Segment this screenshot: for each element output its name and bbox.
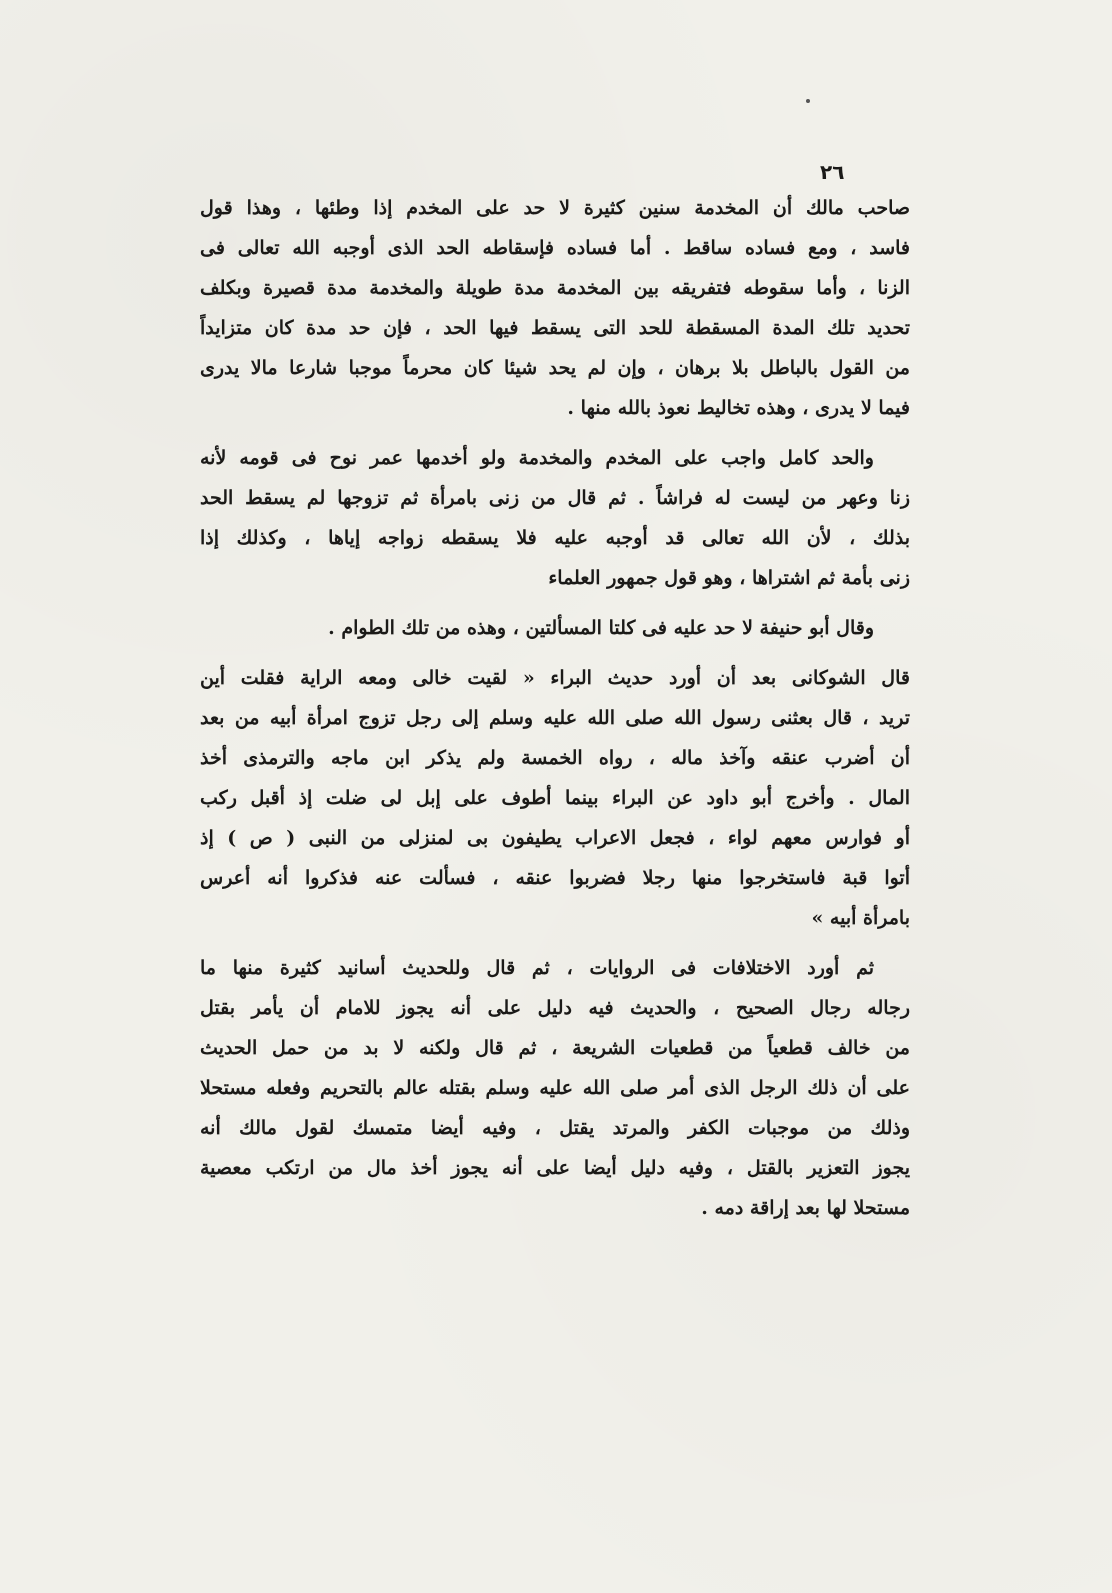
text-line: من القول بالباطل بلا برهان ، وإن لم يحد شيئا كان محرماً موجبا شارعا مالا يدرى xyxy=(200,357,910,379)
text-line: المال . وأخرج أبو داود عن البراء بينما أطوف على إبل لى ضلت إذ أقبل ركب xyxy=(200,787,910,809)
text-line: وذلك من موجبات الكفر والمرتد يقتل ، وفيه أيضا متمسك لقول مالك أنه xyxy=(200,1117,910,1139)
text-line: وقال أبو حنيفة لا حد عليه فى كلتا المسألتين ، وهذه من تلك الطوام . xyxy=(328,617,874,639)
text-line: أو فوارس معهم لواء ، فجعل الاعراب يطيفون بى لمنزلى من النبى ( ص ) إذ xyxy=(200,827,910,849)
text-line: صاحب مالك أن المخدمة سنين كثيرة لا حد على المخدم إذا وطئها ، وهذا قول xyxy=(200,197,910,219)
text-line: من خالف قطعياً من قطعيات الشريعة ، ثم قال ولكنه لا بد من حمل الحديث xyxy=(200,1037,910,1059)
text-line: تحديد تلك المدة المسقطة للحد التى يسقط فيها الحد ، فإن حد مدة كان متزايداً xyxy=(200,317,910,339)
text-line: زنى بأمة ثم اشتراها ، وهو قول جمهور العلماء xyxy=(548,567,910,589)
ink-dot xyxy=(806,99,810,103)
text-line: فيما لا يدرى ، وهذه تخاليط نعوذ بالله منها . xyxy=(567,397,910,419)
page-number: ٢٦ xyxy=(820,160,845,184)
paragraph-1 xyxy=(200,188,910,428)
text-line: بامرأة أبيه » xyxy=(811,907,910,929)
body-text xyxy=(200,188,910,1238)
text-line: مستحلا لها بعد إراقة دمه . xyxy=(701,1197,910,1219)
paragraph-2 xyxy=(200,438,910,598)
text-line: الزنا ، وأما سقوطه فتفريقه بين المخدمة مدة طويلة والمخدمة مدة قصيرة وبكلف xyxy=(200,277,910,299)
paragraph-5 xyxy=(200,948,910,1228)
text-line: والحد كامل واجب على المخدم والمخدمة ولو أخدمها عمر نوح فى قومه لأنه xyxy=(200,447,874,469)
text-line: أن أضرب عنقه وآخذ ماله ، رواه الخمسة ولم يذكر ابن ماجه والترمذى أخذ xyxy=(200,747,910,769)
text-line: ثم أورد الاختلافات فى الروايات ، ثم قال وللحديث أسانيد كثيرة منها ما xyxy=(200,957,874,979)
text-line: أتوا قبة فاستخرجوا منها رجلا فضربوا عنقه ، فسألت عنه فذكروا أنه أعرس xyxy=(200,867,910,889)
paragraph-4 xyxy=(200,658,910,938)
text-line: بذلك ، لأن الله تعالى قد أوجبه عليه فلا يسقطه زواجه إياها ، وكذلك إذا xyxy=(200,527,910,549)
text-line: تريد ، قال بعثنى رسول الله صلى الله عليه وسلم إلى رجل تزوج امرأة أبيه من بعد xyxy=(200,707,910,729)
text-line: قال الشوكانى بعد أن أورد حديث البراء « لقيت خالى ومعه الراية فقلت أين xyxy=(200,667,910,689)
text-line: فاسد ، ومع فساده ساقط . أما فساده فإسقاطه الحد الذى أوجبه الله تعالى فى xyxy=(200,237,910,259)
text-line: رجاله رجال الصحيح ، والحديث فيه دليل على أنه يجوز للامام أن يأمر بقتل xyxy=(200,997,910,1019)
text-line: يجوز التعزير بالقتل ، وفيه دليل أيضا على أنه يجوز أخذ مال من ارتكب معصية xyxy=(200,1157,910,1179)
text-line: على أن ذلك الرجل الذى أمر صلى الله عليه وسلم بقتله عالم بالتحريم وفعله مستحلا xyxy=(200,1077,910,1099)
text-line: زنا وعهر من ليست له فراشاً . ثم قال من زنى بامرأة ثم تزوجها لم يسقط الحد xyxy=(200,487,910,509)
paragraph-3 xyxy=(200,608,910,648)
